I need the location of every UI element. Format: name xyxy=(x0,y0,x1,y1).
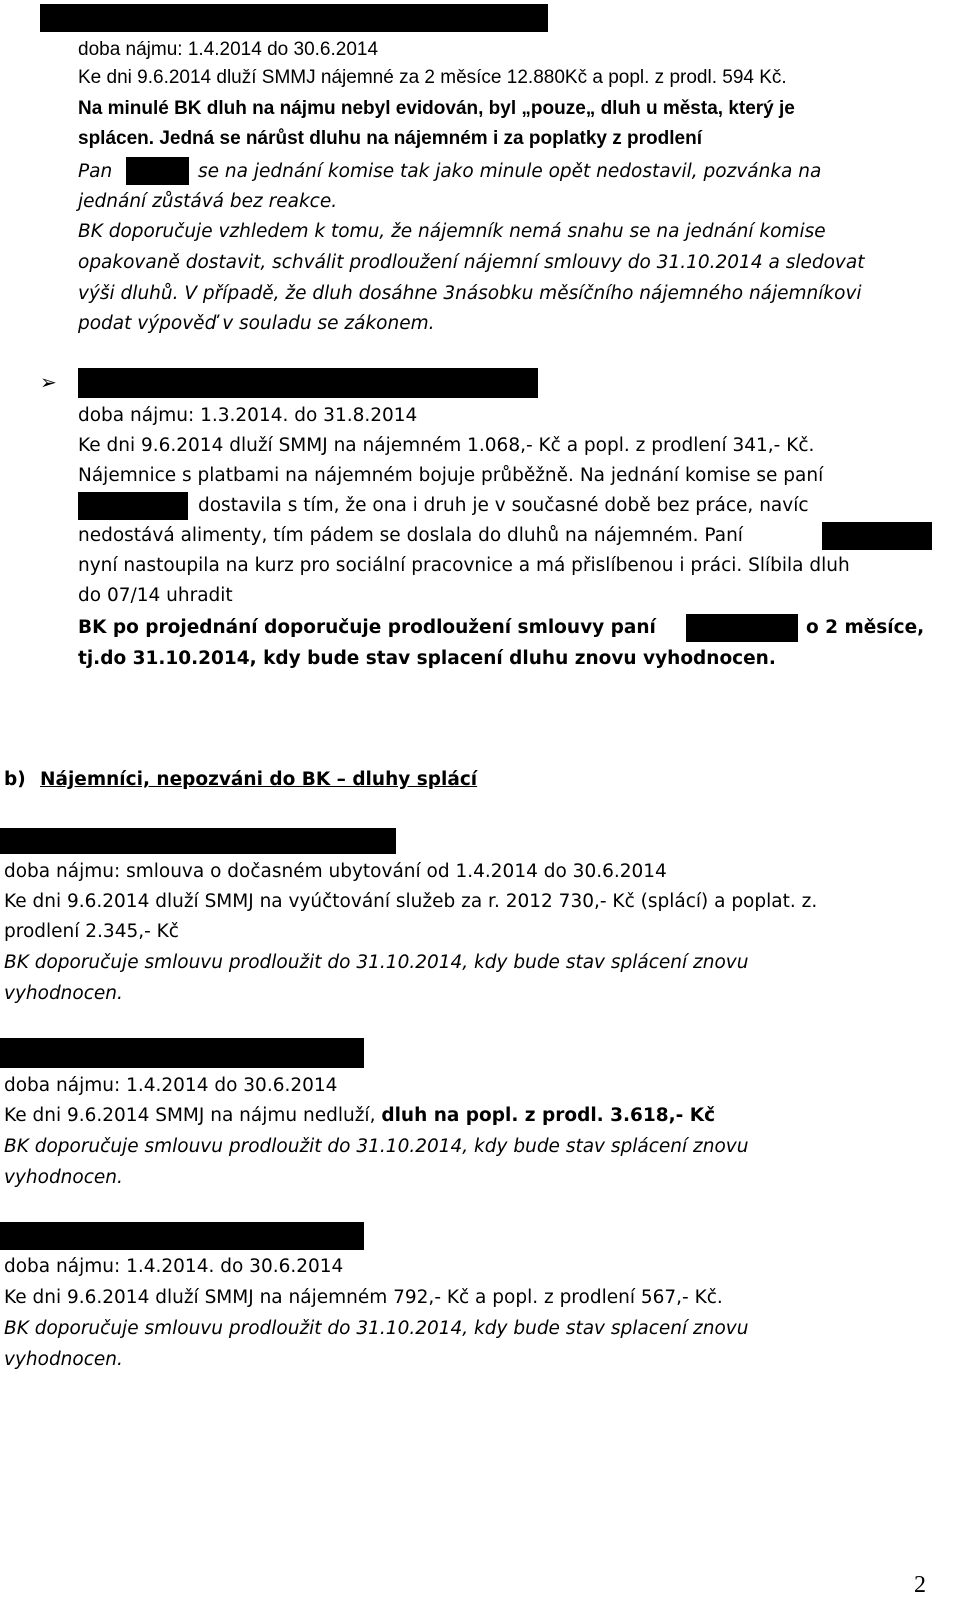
recommendation-cont xyxy=(78,282,862,306)
redacted-name xyxy=(0,1038,364,1068)
tenant-note-part: Nájemnice s platbami na nájemném bojuje průběžně. xyxy=(78,465,574,486)
section-title: Nájemníci, nepozváni do BK – dluhy splácí xyxy=(40,769,478,790)
redacted-name xyxy=(126,157,189,185)
recommendation: BK po projednání doporučuje prodloužení smlouvy paní xyxy=(78,617,656,638)
debt-status xyxy=(4,1104,715,1128)
tenant-note-part: Na jednání komise se paní xyxy=(579,465,824,486)
meeting-note-cont: jednání zůstává bez reakce. xyxy=(78,191,338,212)
page-number: 2 xyxy=(914,1572,926,1598)
recommendation-cont: opakovaně dostavit, schválit prodloužení nájemní smlouvy do 31.10.2014 a sledovat xyxy=(78,252,865,273)
debt-status-bold: dluh na popl. z prodl. 3.618,- Kč xyxy=(381,1105,716,1126)
redacted-name xyxy=(686,614,798,642)
debt-status: Ke dni 9.6.2014 dluží SMMJ na nájemném 1.068,- Kč a popl. z prodlení 341,- Kč. xyxy=(78,435,815,456)
recommendation-cont: vyhodnocen. xyxy=(4,983,123,1004)
debt-status: Ke dni 9.6.2014 dluží SMMJ na nájemném 792,- Kč a popl. z prodlení 567,- Kč. xyxy=(4,1287,723,1308)
recommendation-part: výši dluhů. xyxy=(78,283,179,304)
lease-period: doba nájmu: smlouva o dočasném ubytování od 1.4.2014 do 30.6.2014 xyxy=(4,861,667,882)
recommendation: BK doporučuje smlouvu prodloužit do 31.10.2014, kdy bude stav splácení znovu xyxy=(4,1136,749,1157)
recommendation-cont: vyhodnocen. xyxy=(4,1349,123,1370)
bullet-arrow-icon: ➢ xyxy=(40,370,57,394)
debt-status: Ke dni 9.6.2014 dluží SMMJ nájemné za 2 měsíce 12.880Kč a popl. z prodl. 594 Kč. xyxy=(78,67,787,88)
debt-status-part: Ke dni 9.6.2014 SMMJ na nájmu nedluží, xyxy=(4,1105,382,1126)
redacted-name xyxy=(40,4,548,32)
redacted-name xyxy=(0,1222,364,1250)
redacted-name xyxy=(78,492,188,520)
tenant-note-cont: nedostává alimenty, tím pádem se doslala do dluhů na nájemném. Paní xyxy=(78,525,743,546)
recommendation-cont: vyhodnocen. xyxy=(4,1167,123,1188)
recommendation: BK doporučuje smlouvu prodloužit do 31.10.2014, kdy bude stav splacení znovu xyxy=(4,1318,749,1339)
debt-note: Na minulé BK dluh na nájmu nebyl evidován, byl „pouze„ dluh u města, který je xyxy=(78,98,795,119)
lease-period: doba nájmu: 1.4.2014 do 30.6.2014 xyxy=(4,1075,338,1096)
tenant-note-cont: dostavila s tím, že ona i druh je v současné době bez práce, navíc xyxy=(198,495,809,516)
recommendation-part: V případě, že dluh dosáhne 3násobku měsíčního nájemného nájemníkovi xyxy=(184,283,862,304)
meeting-note-text: se na jednání komise tak jako minule opět nedostavil, pozvánka na xyxy=(198,161,822,182)
redacted-name xyxy=(78,368,538,398)
lease-period: doba nájmu: 1.4.2014 do 30.6.2014 xyxy=(78,39,379,60)
meeting-note-prefix: Pan xyxy=(78,161,113,182)
section-letter: b) xyxy=(4,769,26,790)
recommendation: BK doporučuje vzhledem k tomu, že nájemník nemá snahu se na jednání komise xyxy=(78,221,826,242)
recommendation: BK doporučuje smlouvu prodloužit do 31.10.2014, kdy bude stav splácení znovu xyxy=(4,952,749,973)
debt-note-cont: splácen. Jedná se nárůst dluhu na nájemném i za poplatky z prodlení xyxy=(78,128,702,149)
recommendation-cont: tj.do 31.10.2014, kdy bude stav splacení dluhu znovu vyhodnocen. xyxy=(78,648,776,669)
redacted-name xyxy=(822,522,932,550)
lease-period: doba nájmu: 1.3.2014. do 31.8.2014 xyxy=(78,405,418,426)
redacted-name xyxy=(0,828,396,854)
tenant-note-end: do 07/14 uhradit xyxy=(78,585,233,606)
recommendation-end: podat výpověď v souladu se zákonem. xyxy=(78,313,435,334)
recommendation-part: o 2 měsíce, xyxy=(806,617,925,638)
tenant-note xyxy=(78,464,823,488)
lease-period: doba nájmu: 1.4.2014. do 30.6.2014 xyxy=(4,1256,344,1277)
tenant-note-cont: nyní nastoupila na kurz pro sociální pracovnice a má přislíbenou i práci. Slíbila dluh xyxy=(78,555,850,576)
debt-status: Ke dni 9.6.2014 dluží SMMJ na vyúčtování služeb za r. 2012 730,- Kč (splácí) a poplat. z. xyxy=(4,891,818,912)
debt-status-cont: prodlení 2.345,- Kč xyxy=(4,921,179,942)
